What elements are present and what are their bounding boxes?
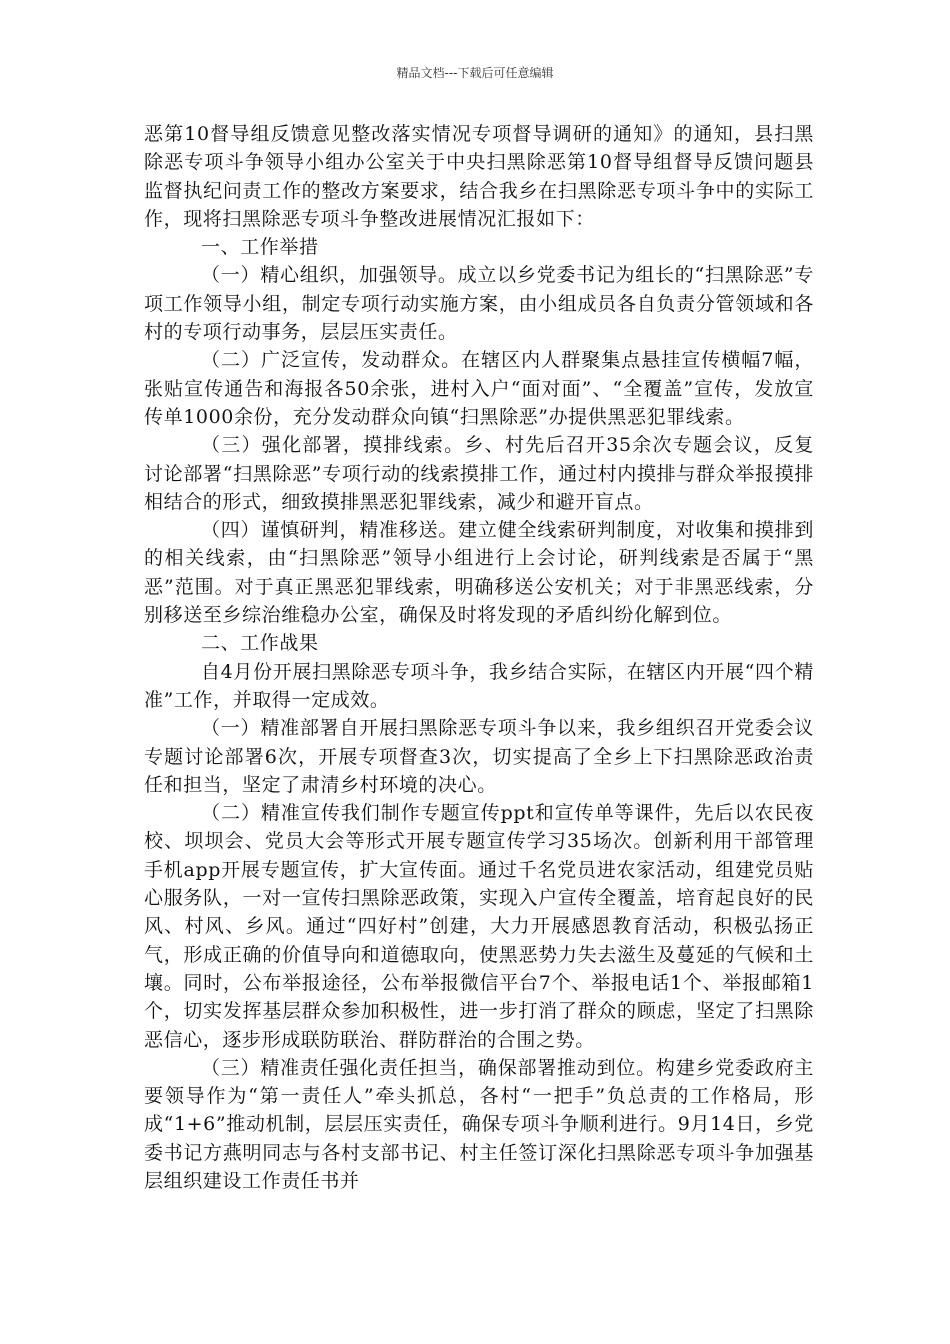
paragraph-measure-4: （四）谨慎研判，精准移送。建立健全线索研判制度，对收集和摸排到的相关线索，由“扫黑除恶”领导小组进行上会讨论，研判线索是否属于“黑恶”范围。对于真正黑恶犯罪线索，明确移送公安机关；对于非黑恶线索，分别移送至乡综治维稳办公室，确保及时将发现的矛盾纠纷化解到位。 [144, 519, 814, 627]
page-header: 精品文档---下载后可任意编辑 [396, 66, 554, 80]
paragraph-results-intro: 自4月份开展扫黑除恶专项斗争，我乡结合实际，在辖区内开展“四个精准”工作，并取得一定成效。 [144, 660, 814, 711]
paragraph-measure-3: （三）强化部署，摸排线索。乡、村先后召开35余次专题会议，反复讨论部署“扫黑除恶”专项行动的线索摸排工作，通过村内摸排与群众举报摸排相结合的形式，细致摸排黑恶犯罪线索，减少和避开盲点。 [144, 434, 814, 513]
paragraph-measure-1: （一）精心组织，加强领导。成立以乡党委书记为组长的“扫黑除恶”专项工作领导小组，制定专项行动实施方案，由小组成员各自负责分管领域和各村的专项行动事务，层层压实责任。 [144, 264, 814, 344]
paragraph-result-3: （三）精准责任强化责任担当，确保部署推动到位。构建乡党委政府主要领导作为“第一责任人”牵头抓总，各村“一把手”负总责的工作格局，形成“1+6”推动机制，层层压实责任，确保专项斗争顺利进行。9月14日，乡党委书记方燕明同志与各村支部书记、村主任签订深化扫黑除恶专项斗争加强基层组织建设工作责任书并 [144, 1056, 814, 1192]
document-body [144, 120, 814, 1195]
paragraph-measure-2: （二）广泛宣传，发动群众。在辖区内人群聚集点悬挂宣传横幅7幅，张贴宣传通告和海报各50余张，进村入户“面对面”、“全覆盖”宣传，发放宣传单1000余份，充分发动群众向镇“扫黑除恶”办提供黑恶犯罪线索。 [144, 349, 814, 428]
intro-paragraph: 恶第10督导组反馈意见整改落实情况专项督导调研的通知》的通知，县扫黑除恶专项斗争领导小组办公室关于中央扫黑除恶第10督导组督导反馈问题县监督执纪问责工作的整改方案要求，结合我乡在扫黑除恶专项斗争中的实际工作，现将扫黑除恶专项斗争整改进展情况汇报如下： [144, 123, 814, 230]
section-heading-results: 二、工作战果 [201, 632, 319, 655]
paragraph-result-1: （一）精准部署自开展扫黑除恶专项斗争以来，我乡组织召开党委会议专题讨论部署6次，开展专项督查3次，切实提高了全乡上下扫黑除恶政治责任和担当，坚定了肃清乡村环境的决心。 [144, 717, 814, 796]
paragraph-result-2: （二）精准宣传我们制作专题宣传ppt和宣传单等课件，先后以农民夜校、坝坝会、党员大会等形式开展专题宣传学习35场次。创新利用干部管理手机app开展专题宣传，扩大宣传面。通过千名党员进农家活动，组建党员贴心服务队，一对一宣传扫黑除恶政策，实现入户宣传全覆盖，培育起良好的民风、村风、乡风。通过“四好村”创建，大力开展感恩教育活动，积极弘扬正气，形成正确的价值导向和道德取向，使黑恶势力失去滋生及蔓延的气候和土壤。同时，公布举报途径，公布举报微信平台7个、举报电话1个、举报邮箱1个，切实发挥基层群众参加积极性，进一步打消了群众的顾虑，坚定了扫黑除恶信心，逐步形成联防联治、群防群治的合围之势。 [144, 802, 814, 1051]
section-heading-measures: 一、工作举措 [201, 236, 319, 259]
